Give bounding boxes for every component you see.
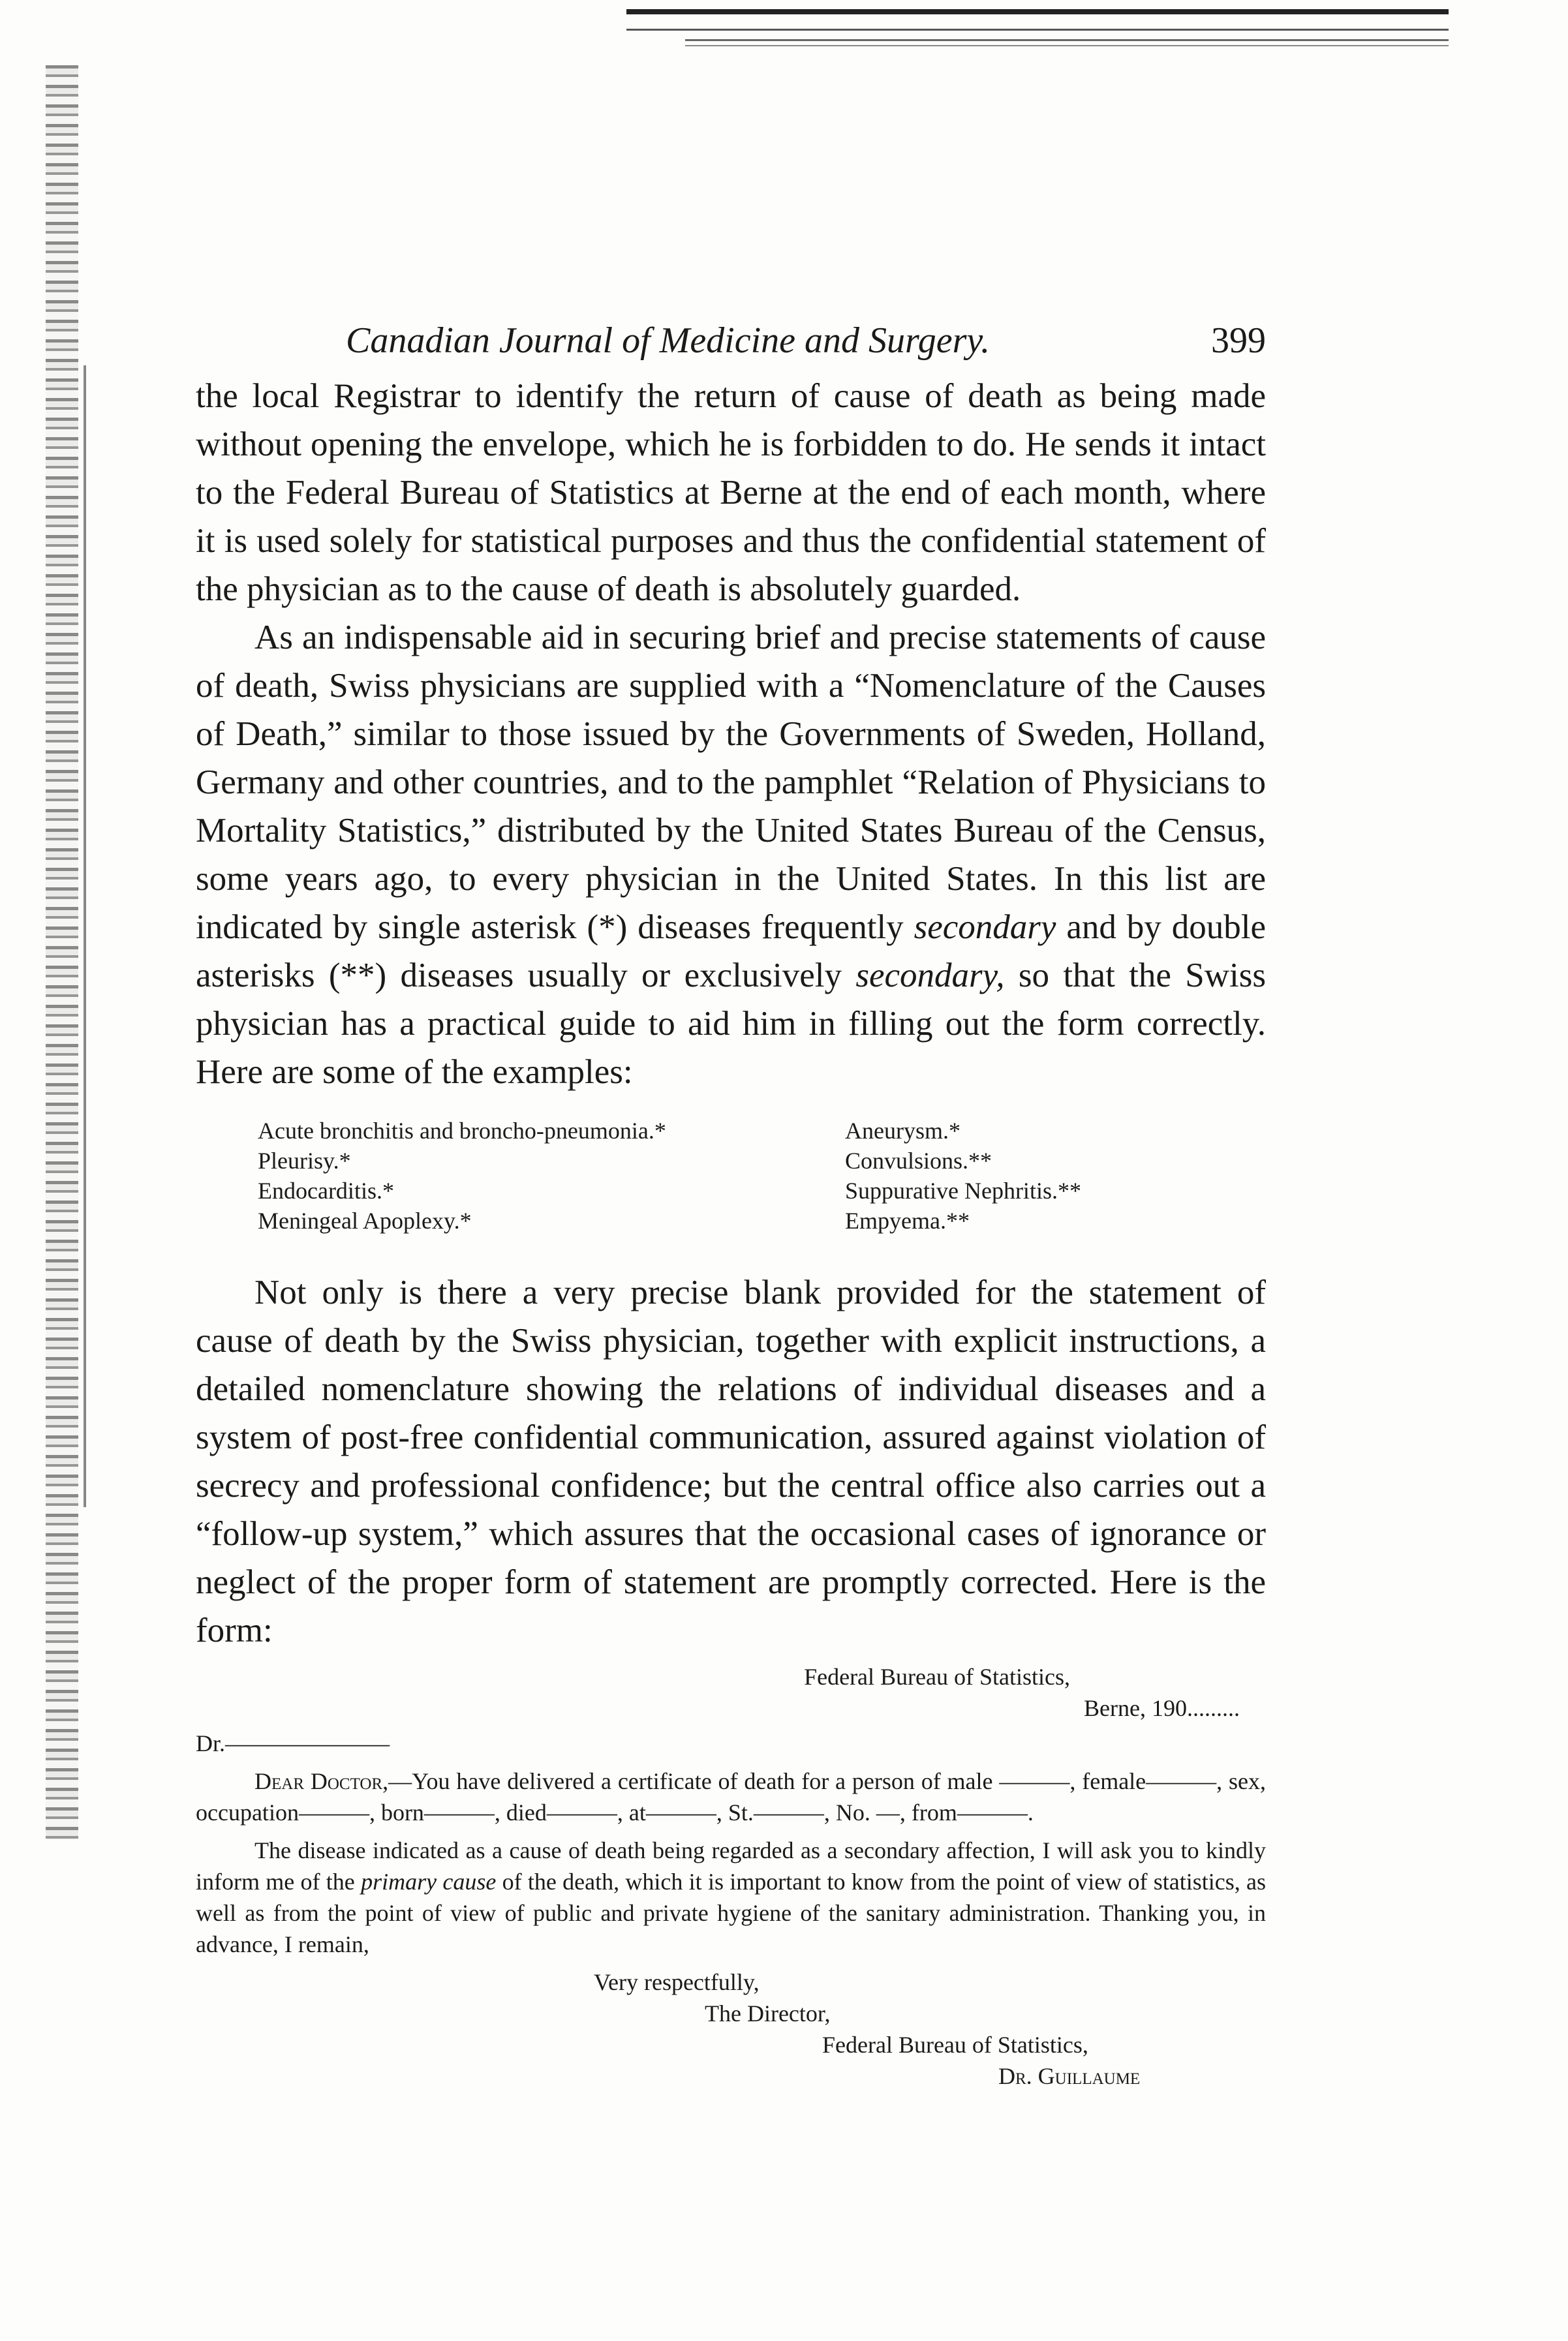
example-item: Empyema.**: [845, 1208, 970, 1234]
paragraph-follow-up: Not only is there a very precise blank provided for the statement of cause of death by the Swiss physician, together with explicit instructions, a detailed nomenclature showing the relations of individual diseases and a system of post-free confidential communication, assured against violation of secrecy and professional confidence; but the central office also carries out a “follow-up system,” which assures that the occasional cases of ignorance or neglect of the proper form of statement are promptly corrected. Here is the form:: [196, 1274, 1266, 1649]
disease-examples-list: [258, 1116, 1266, 1236]
follow-up-form: [196, 1661, 1266, 2092]
form-letter-request-a: The disease indicated as a cause of death being regarded as a secondary affection, I will ask you to kindly inform me of the: [196, 1837, 1266, 1895]
example-item: Pleurisy.*: [258, 1148, 351, 1174]
form-letter-request: [196, 1835, 1266, 1960]
form-bureau: Federal Bureau of Statistics,: [804, 1664, 1070, 1690]
example-item: Convulsions.**: [845, 1148, 992, 1174]
paragraph-nomenclature-emphasis-1: secondary: [914, 908, 1056, 946]
scan-top-rule-secondary: [685, 39, 1449, 46]
journal-title: Canadian Journal of Medicine and Surgery.: [346, 320, 991, 361]
journal-page: [196, 320, 1266, 2092]
form-letter-fields: —You have delivered a certificate of death for a person of male ———, female———, sex, occupation———, born———, died———, at———, St.———, No. —, from———.: [196, 1768, 1266, 1826]
form-letter-request-b: of the death, which it is important to know from the point of view of statistics, as well as from the point of view of public and private hygiene of the sanitary administration. Thanking you, in advance, I remain,: [196, 1869, 1266, 1957]
paragraph-nomenclature-part-a: As an indispensable aid in securing brief and precise statements of cause of death, Swiss physicians are supplied with a “Nomenclature of the Causes of Death,” similar to those issued by the Governments of Sweden, Holland, Germany and other countries, and to the pamphlet “Relation of Physicians to Mortality Statistics,” distributed by the United States Bureau of the Census, some years ago, to every physician in the United States. In this list are indicated by single asterisk (*) diseases frequently: [196, 619, 1266, 946]
example-item: Acute bronchitis and broncho-pneumonia.*: [258, 1118, 666, 1144]
form-place-date: Berne, 190.........: [1084, 1695, 1240, 1721]
running-header: [196, 320, 1266, 372]
paragraph-registrar: the local Registrar to identify the return of cause of death as being made without opening the envelope, which he is forbidden to do. He sends it intact to the Federal Bureau of Statistics at Berne at the end of each month, where it is used solely for statistical purposes and thus the confidential statement of the physician as to the cause of death is absolutely guarded.: [196, 377, 1266, 608]
example-item: Endocarditis.*: [258, 1178, 394, 1204]
form-signature-name: Dr. Guillaume: [998, 2063, 1141, 2089]
page-number: 399: [1211, 320, 1266, 361]
form-closing: Very respectfully,: [594, 1969, 760, 1995]
form-salutation: Dear Doctor,: [254, 1768, 389, 1794]
paragraph-nomenclature-emphasis-2: secondary,: [855, 956, 1005, 994]
scan-binding-edge: [46, 65, 78, 1840]
form-signature-office: Federal Bureau of Statistics,: [822, 2032, 1088, 2058]
form-signature-title: The Director,: [705, 2000, 831, 2027]
form-letter-request-emphasis: primary cause: [361, 1869, 497, 1895]
example-item: Aneurysm.*: [845, 1118, 961, 1144]
form-addressee: Dr.———————: [196, 1730, 390, 1756]
example-item: Meningeal Apoplexy.*: [258, 1208, 472, 1234]
example-item: Suppurative Nephritis.**: [845, 1178, 1081, 1204]
scan-edge-line: [84, 365, 86, 1507]
paragraph-nomenclature-part-b: and by double asterisks (**) diseases usually or exclusively: [196, 908, 1266, 994]
paragraph-nomenclature: [196, 613, 1266, 1096]
paragraph-nomenclature-part-c: so that the Swiss physician has a practical guide to aid him in filling out the form correctly. Here are some of the examples:: [196, 956, 1267, 1091]
scan-top-rule: [626, 9, 1449, 31]
form-letter-body: [196, 1766, 1266, 1828]
